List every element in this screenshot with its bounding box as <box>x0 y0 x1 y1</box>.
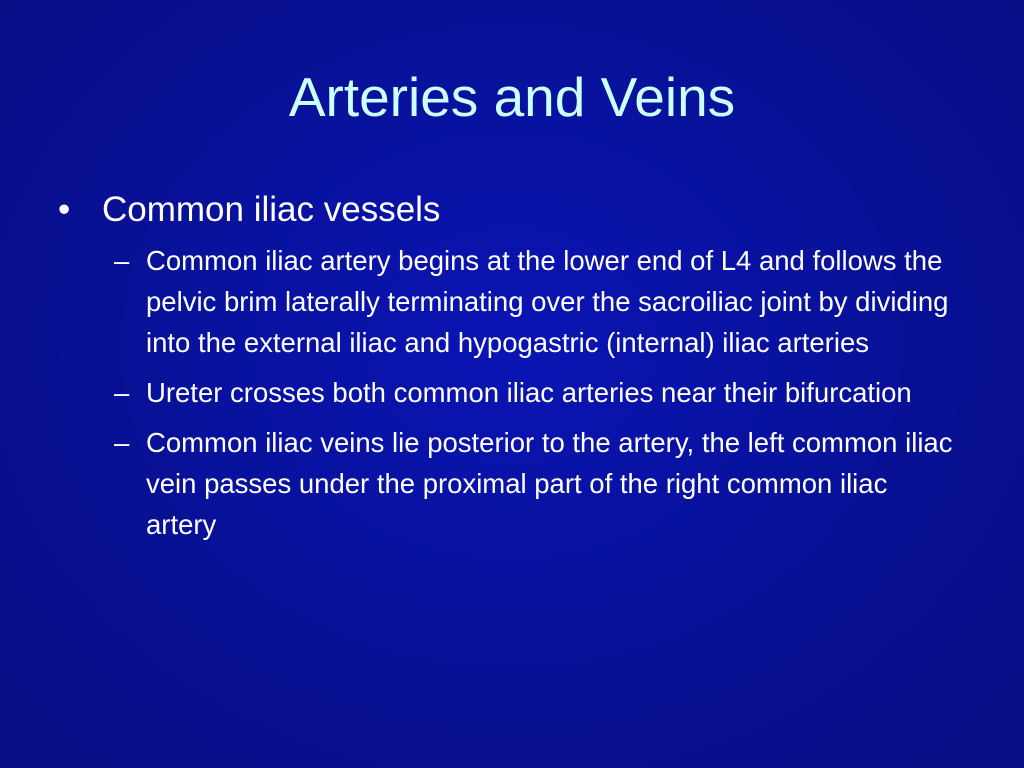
slide-title: Arteries and Veins <box>288 66 736 128</box>
slide-content <box>56 188 956 554</box>
sub-bullet-item <box>56 240 956 363</box>
bullet-item <box>56 188 956 232</box>
sub-bullet-item <box>56 372 956 413</box>
dash-icon: – <box>114 427 130 458</box>
bullet-dot-icon: • <box>58 190 71 229</box>
dash-icon: – <box>114 377 130 408</box>
sub-bullet-list <box>56 240 956 545</box>
sub-bullet-text: Common iliac artery begins at the lower end of L4 and follows the pelvic brim laterally terminating over the sacroiliac joint by dividing into the external iliac and hypogastric (internal) iliac arteries <box>146 245 949 358</box>
dash-icon: – <box>114 245 130 276</box>
sub-bullet-text: Common iliac veins lie posterior to the artery, the left common iliac vein passes under the proximal part of the right common iliac artery <box>146 427 953 540</box>
sub-bullet-text: Ureter crosses both common iliac arteries near their bifurcation <box>146 377 912 408</box>
bullet-text: Common iliac vessels <box>102 190 441 229</box>
sub-bullet-item <box>56 422 956 545</box>
